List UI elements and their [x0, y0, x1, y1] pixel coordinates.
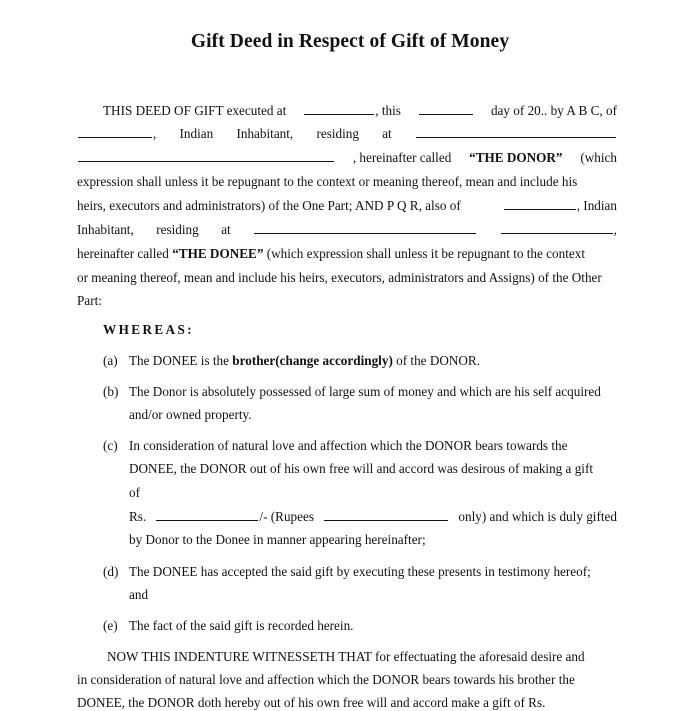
relation-bold: brother(change accordingly) — [232, 353, 393, 368]
item-e-line1: The fact of the said gift is recorded herein. — [129, 618, 354, 633]
para1-line3 — [77, 150, 617, 166]
para2-line3: DONEE, the DONOR doth hereby out of his own free will and accord make a gift of Rs. — [77, 695, 546, 710]
donor-label: “THE DONOR” — [469, 150, 563, 165]
blank-donee-of — [504, 198, 576, 210]
item-c-line2: DONEE, the DONOR out of his own free will and accord was desirous of making a gift — [129, 461, 594, 476]
item-c-label: (c) — [103, 438, 118, 453]
blank-day — [419, 103, 473, 115]
para2-line2: in consideration of natural love and affection which the DONOR bears towards his brother the — [77, 672, 575, 687]
para1-line1 — [77, 103, 617, 119]
para2-line1: NOW THIS INDENTURE WITNESSETH THAT for effectuating the aforesaid desire and — [107, 649, 585, 664]
text: The DONEE is the — [129, 353, 229, 368]
text: day of 20.. by A B C, of — [490, 103, 617, 118]
text: /- (Rupees — [259, 509, 314, 524]
text: of the DONOR. — [396, 353, 481, 368]
text: residing — [156, 222, 199, 237]
blank-rupees-words — [324, 509, 448, 521]
text: only) and which is duly gifted — [458, 509, 617, 524]
item-c-line1: In consideration of natural love and affection which the DONOR bears towards the — [129, 438, 568, 453]
text: , this — [375, 103, 401, 118]
item-b-label: (b) — [103, 384, 119, 399]
text: residing — [316, 126, 359, 141]
text: THIS DEED OF GIFT executed at — [103, 103, 287, 118]
item-c-line5: by Donor to the Donee in manner appearing hereinafter; — [129, 532, 426, 547]
item-d-line2: and — [129, 587, 149, 602]
document-title: Gift Deed in Respect of Gift of Money — [190, 31, 510, 52]
blank-donor-residence-2 — [78, 150, 334, 162]
para1-line6 — [77, 222, 617, 238]
text: Inhabitant, — [77, 222, 134, 237]
blank-rs-amount — [156, 509, 258, 521]
text: at — [382, 126, 392, 141]
item-a-label: (a) — [103, 353, 118, 368]
para1-line4: expression shall unless it be repugnant to the context or meaning thereof, mean and include his — [77, 174, 578, 189]
blank-donee-residence-2 — [501, 222, 613, 234]
blank-donor-residence — [416, 126, 616, 138]
text: , hereinafter called — [352, 150, 452, 165]
para1-line5 — [77, 198, 617, 214]
para1-line8: or meaning thereof, mean and include his heirs, executors, administrators and Assigns) of the Other — [77, 270, 602, 285]
item-d-line1: The DONEE has accepted the said gift by executing these presents in testimony hereof; — [129, 564, 591, 579]
text: (which expression shall unless it be repugnant to the context — [266, 246, 585, 261]
item-b-line2: and/or owned property. — [129, 407, 252, 422]
text: Indian — [179, 126, 214, 141]
item-e-label: (e) — [103, 618, 118, 633]
item-c-line4 — [129, 509, 617, 525]
text: , Indian — [576, 198, 617, 213]
text: at — [221, 222, 231, 237]
blank-donor-of — [78, 126, 152, 138]
item-b-line1: The Donor is absolutely possessed of large sum of money and which are his self acquired — [129, 384, 601, 399]
donee-label: “THE DONEE” — [172, 246, 264, 261]
text: , — [153, 126, 157, 141]
item-d-label: (d) — [103, 564, 119, 579]
para1-line2 — [77, 126, 617, 142]
item-c-line3: of — [129, 485, 140, 500]
blank-donee-residence — [254, 222, 476, 234]
text: , — [613, 222, 617, 237]
para1-line9: Part: — [77, 293, 102, 308]
item-a-line1 — [129, 353, 617, 369]
whereas-heading: WHEREAS: — [103, 322, 195, 337]
text: Inhabitant, — [236, 126, 294, 141]
text: (which — [580, 150, 617, 165]
text: hereinafter called — [77, 246, 169, 261]
blank-place — [304, 103, 374, 115]
para1-line7 — [77, 246, 617, 262]
text: heirs, executors and administrators) of the One Part; AND P Q R, also of — [77, 198, 461, 213]
text: Rs. — [129, 509, 147, 524]
